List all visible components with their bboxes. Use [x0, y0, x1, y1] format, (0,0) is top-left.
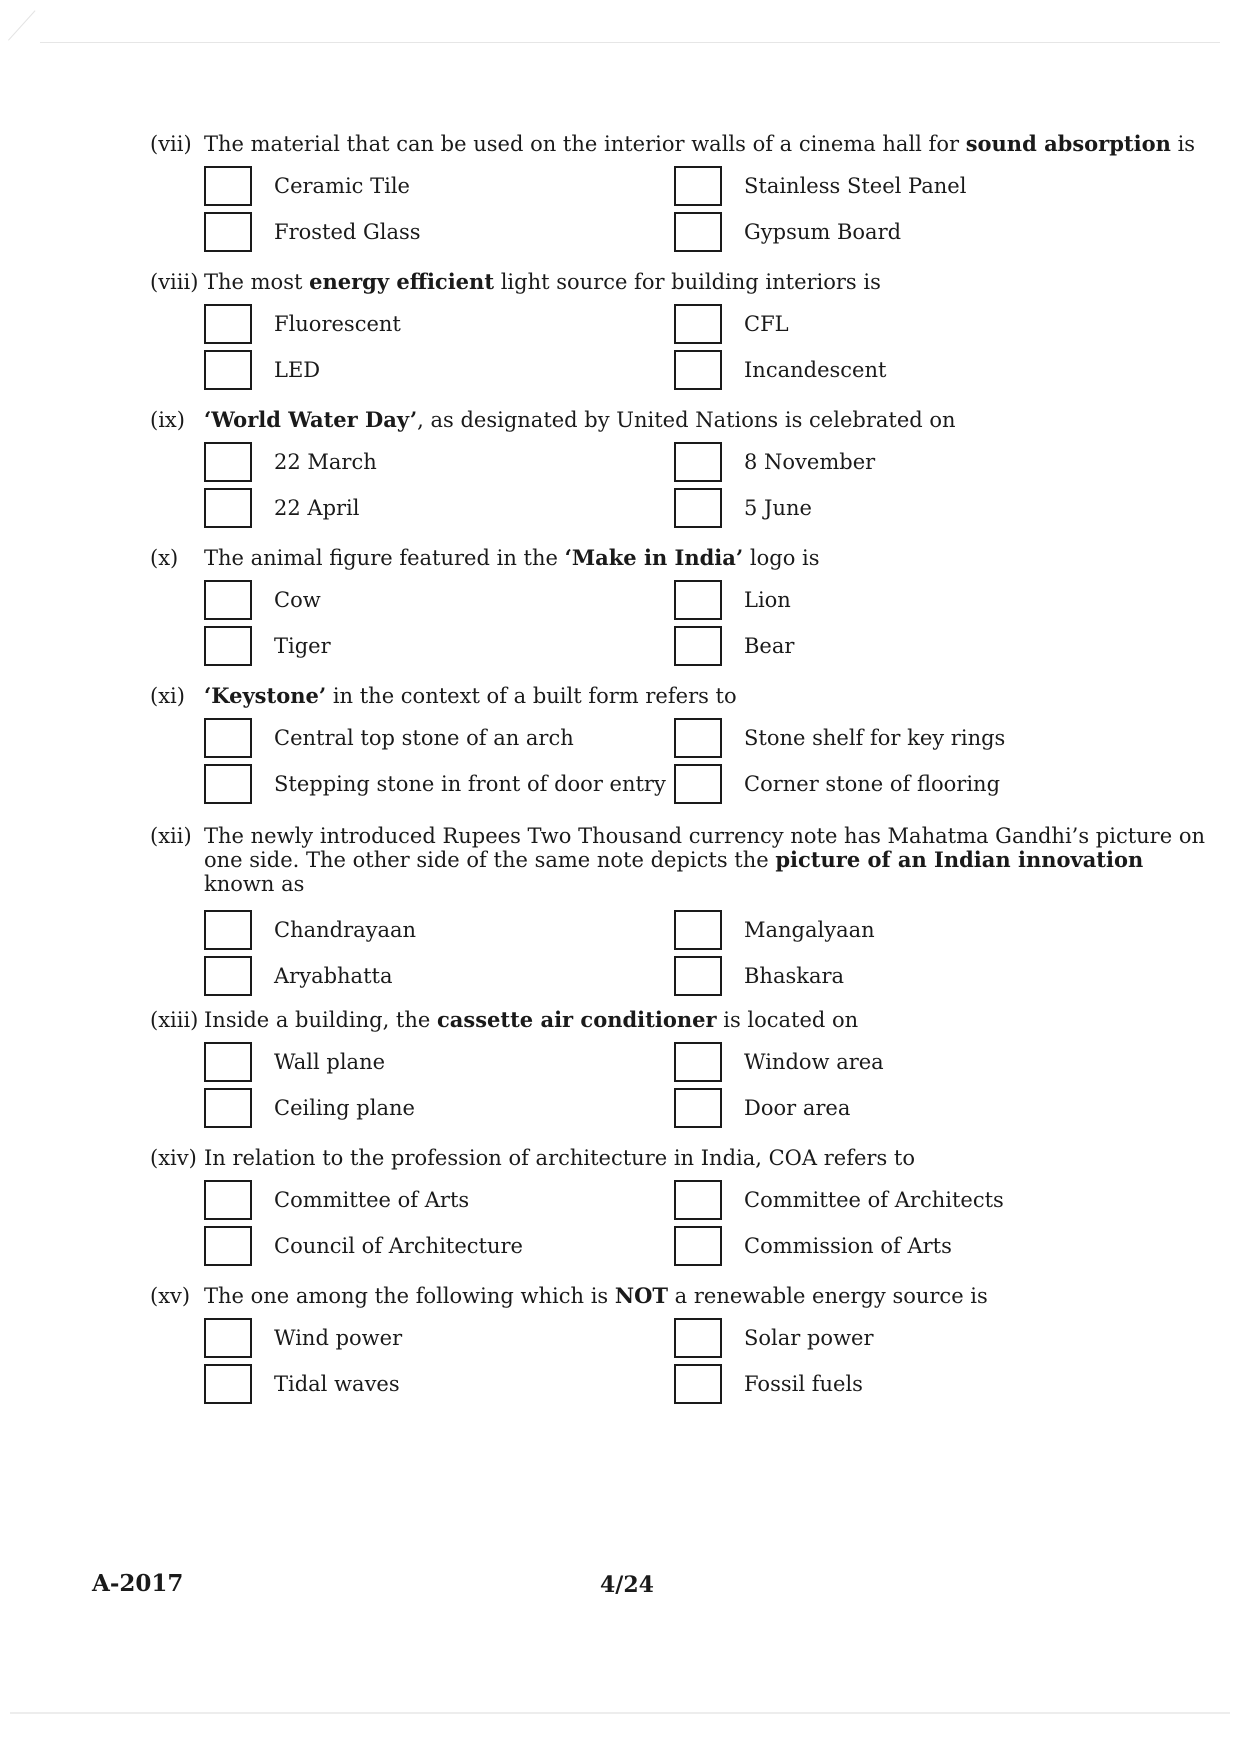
- answer-checkbox[interactable]: [204, 442, 252, 482]
- option-label: LED: [274, 358, 321, 382]
- answer-checkbox[interactable]: [204, 1318, 252, 1358]
- option-c: [204, 488, 674, 528]
- option-c: [204, 212, 674, 252]
- question-number: (vii): [150, 132, 192, 156]
- option-d: [674, 626, 1144, 666]
- option-b: [674, 580, 1144, 620]
- options-grid: [204, 718, 1210, 804]
- question-viii: [150, 270, 1210, 390]
- answer-checkbox[interactable]: [674, 488, 722, 528]
- option-d: [674, 350, 1144, 390]
- options-grid: [204, 304, 1210, 390]
- option-label: Cow: [274, 588, 321, 612]
- question-number: (viii): [150, 270, 199, 294]
- option-label: CFL: [744, 312, 789, 336]
- option-label: Ceiling plane: [274, 1096, 415, 1120]
- question-xii: [150, 824, 1210, 996]
- question-number: (xiii): [150, 1008, 199, 1032]
- question-number: (x): [150, 546, 179, 570]
- answer-checkbox[interactable]: [204, 1088, 252, 1128]
- option-label: Incandescent: [744, 358, 887, 382]
- options-grid: [204, 442, 1210, 528]
- question-text: The one among the following which is NOT a renewable energy source is: [204, 1283, 988, 1308]
- question-number: (xii): [150, 824, 192, 848]
- option-label: Door area: [744, 1096, 851, 1120]
- option-b: [674, 1318, 1144, 1358]
- answer-checkbox[interactable]: [674, 1042, 722, 1082]
- option-b: [674, 718, 1144, 758]
- option-label: 22 April: [274, 496, 360, 520]
- answer-checkbox[interactable]: [204, 1226, 252, 1266]
- question-xv: [150, 1284, 1210, 1404]
- option-label: 22 March: [274, 450, 377, 474]
- option-a: [204, 910, 674, 950]
- option-d: [674, 1088, 1144, 1128]
- option-label: Fluorescent: [274, 312, 401, 336]
- answer-checkbox[interactable]: [674, 956, 722, 996]
- option-d: [674, 488, 1144, 528]
- option-d: [674, 212, 1144, 252]
- question-text: In relation to the profession of architecture in India, COA refers to: [204, 1146, 915, 1170]
- option-label: Aryabhatta: [274, 964, 393, 988]
- option-label: Bear: [744, 634, 795, 658]
- option-label: Tidal waves: [274, 1372, 400, 1396]
- option-label: Solar power: [744, 1326, 874, 1350]
- option-label: Lion: [744, 588, 791, 612]
- options-grid: [204, 166, 1210, 252]
- options-grid: [204, 1042, 1210, 1128]
- option-label: Corner stone of flooring: [744, 772, 1001, 796]
- option-label: 5 June: [744, 496, 812, 520]
- option-label: Chandrayaan: [274, 918, 417, 942]
- option-label: 8 November: [744, 450, 876, 474]
- question-text: ‘World Water Day’, as designated by United Nations is celebrated on: [204, 407, 956, 432]
- option-a: [204, 304, 674, 344]
- options-grid: [204, 1318, 1210, 1404]
- answer-checkbox[interactable]: [674, 1318, 722, 1358]
- paper-code: A-2017: [92, 1570, 184, 1597]
- option-a: [204, 1042, 674, 1082]
- answer-checkbox[interactable]: [204, 910, 252, 950]
- options-grid: [204, 910, 1210, 996]
- option-label: Central top stone of an arch: [274, 726, 574, 750]
- page-number: 4/24: [600, 1572, 654, 1598]
- option-label: Committee of Arts: [274, 1188, 470, 1212]
- options-grid: [204, 1180, 1210, 1266]
- option-c: [204, 350, 674, 390]
- answer-checkbox[interactable]: [204, 956, 252, 996]
- answer-checkbox[interactable]: [204, 1042, 252, 1082]
- option-label: Window area: [744, 1050, 884, 1074]
- options-grid: [204, 580, 1210, 666]
- answer-checkbox[interactable]: [674, 1088, 722, 1128]
- answer-checkbox[interactable]: [204, 166, 252, 206]
- option-label: Council of Architecture: [274, 1234, 523, 1258]
- option-c: [204, 1088, 674, 1128]
- question-xi: [150, 684, 1210, 804]
- option-b: [674, 910, 1144, 950]
- option-c: [204, 1364, 674, 1404]
- answer-checkbox[interactable]: [204, 1364, 252, 1404]
- answer-checkbox[interactable]: [204, 764, 252, 804]
- question-number: (xi): [150, 684, 185, 708]
- option-d: [674, 1226, 1144, 1266]
- answer-checkbox[interactable]: [204, 1180, 252, 1220]
- answer-checkbox[interactable]: [674, 1226, 722, 1266]
- question-text: The newly introduced Rupees Two Thousand currency note has Mahatma Gandhi’s picture on one side. The other side of the same note depicts the picture of an Indian innovation known as: [204, 824, 1205, 896]
- answer-checkbox[interactable]: [204, 626, 252, 666]
- answer-checkbox[interactable]: [204, 580, 252, 620]
- option-a: [204, 442, 674, 482]
- option-b: [674, 1042, 1144, 1082]
- option-d: [674, 1364, 1144, 1404]
- option-label: Mangalyaan: [744, 918, 875, 942]
- question-text: ‘Keystone’ in the context of a built form refers to: [204, 683, 737, 708]
- answer-checkbox[interactable]: [674, 910, 722, 950]
- option-a: [204, 1180, 674, 1220]
- question-text: The most energy efficient light source for building interiors is: [204, 269, 881, 294]
- option-b: [674, 166, 1144, 206]
- answer-checkbox[interactable]: [674, 350, 722, 390]
- option-label: Stone shelf for key rings: [744, 726, 1006, 750]
- option-label: Bhaskara: [744, 964, 845, 988]
- option-label: Gypsum Board: [744, 220, 902, 244]
- scan-artifact-corner: [8, 10, 36, 40]
- option-label: Stepping stone in front of door entry: [274, 772, 666, 796]
- answer-checkbox[interactable]: [204, 212, 252, 252]
- scan-artifact-top-line: [40, 42, 1220, 43]
- question-x: [150, 546, 1210, 666]
- option-a: [204, 166, 674, 206]
- option-label: Ceramic Tile: [274, 174, 410, 198]
- question-ix: [150, 408, 1210, 528]
- scan-artifact-bottom-line: [10, 1712, 1230, 1714]
- option-c: [204, 626, 674, 666]
- answer-checkbox[interactable]: [674, 580, 722, 620]
- answer-checkbox[interactable]: [204, 718, 252, 758]
- answer-checkbox[interactable]: [674, 1364, 722, 1404]
- option-b: [674, 304, 1144, 344]
- option-label: Tiger: [274, 634, 331, 658]
- option-c: [204, 764, 674, 804]
- answer-checkbox[interactable]: [674, 442, 722, 482]
- question-number: (xiv): [150, 1146, 197, 1170]
- answer-checkbox[interactable]: [674, 1180, 722, 1220]
- question-text: The animal figure featured in the ‘Make in India’ logo is: [204, 545, 820, 570]
- option-a: [204, 1318, 674, 1358]
- option-a: [204, 718, 674, 758]
- answer-checkbox[interactable]: [674, 212, 722, 252]
- option-label: Frosted Glass: [274, 220, 421, 244]
- option-b: [674, 442, 1144, 482]
- option-label: Committee of Architects: [744, 1188, 1004, 1212]
- answer-checkbox[interactable]: [674, 718, 722, 758]
- question-text: The material that can be used on the interior walls of a cinema hall for sound absorption is: [204, 131, 1196, 156]
- option-a: [204, 580, 674, 620]
- option-label: Fossil fuels: [744, 1372, 863, 1396]
- answer-checkbox[interactable]: [204, 350, 252, 390]
- option-label: Wall plane: [274, 1050, 386, 1074]
- option-c: [204, 956, 674, 996]
- answer-checkbox[interactable]: [204, 304, 252, 344]
- question-xiv: [150, 1146, 1210, 1266]
- answer-checkbox[interactable]: [674, 166, 722, 206]
- option-d: [674, 764, 1144, 804]
- question-number: (ix): [150, 408, 185, 432]
- question-number: (xv): [150, 1284, 191, 1308]
- option-c: [204, 1226, 674, 1266]
- option-d: [674, 956, 1144, 996]
- option-label: Commission of Arts: [744, 1234, 952, 1258]
- answer-checkbox[interactable]: [674, 626, 722, 666]
- question-text: Inside a building, the cassette air conditioner is located on: [204, 1007, 859, 1032]
- question-vii: [150, 132, 1210, 252]
- answer-checkbox[interactable]: [674, 764, 722, 804]
- option-b: [674, 1180, 1144, 1220]
- answer-checkbox[interactable]: [674, 304, 722, 344]
- option-label: Wind power: [274, 1326, 403, 1350]
- answer-checkbox[interactable]: [204, 488, 252, 528]
- question-xiii: [150, 1008, 1210, 1128]
- option-label: Stainless Steel Panel: [744, 174, 967, 198]
